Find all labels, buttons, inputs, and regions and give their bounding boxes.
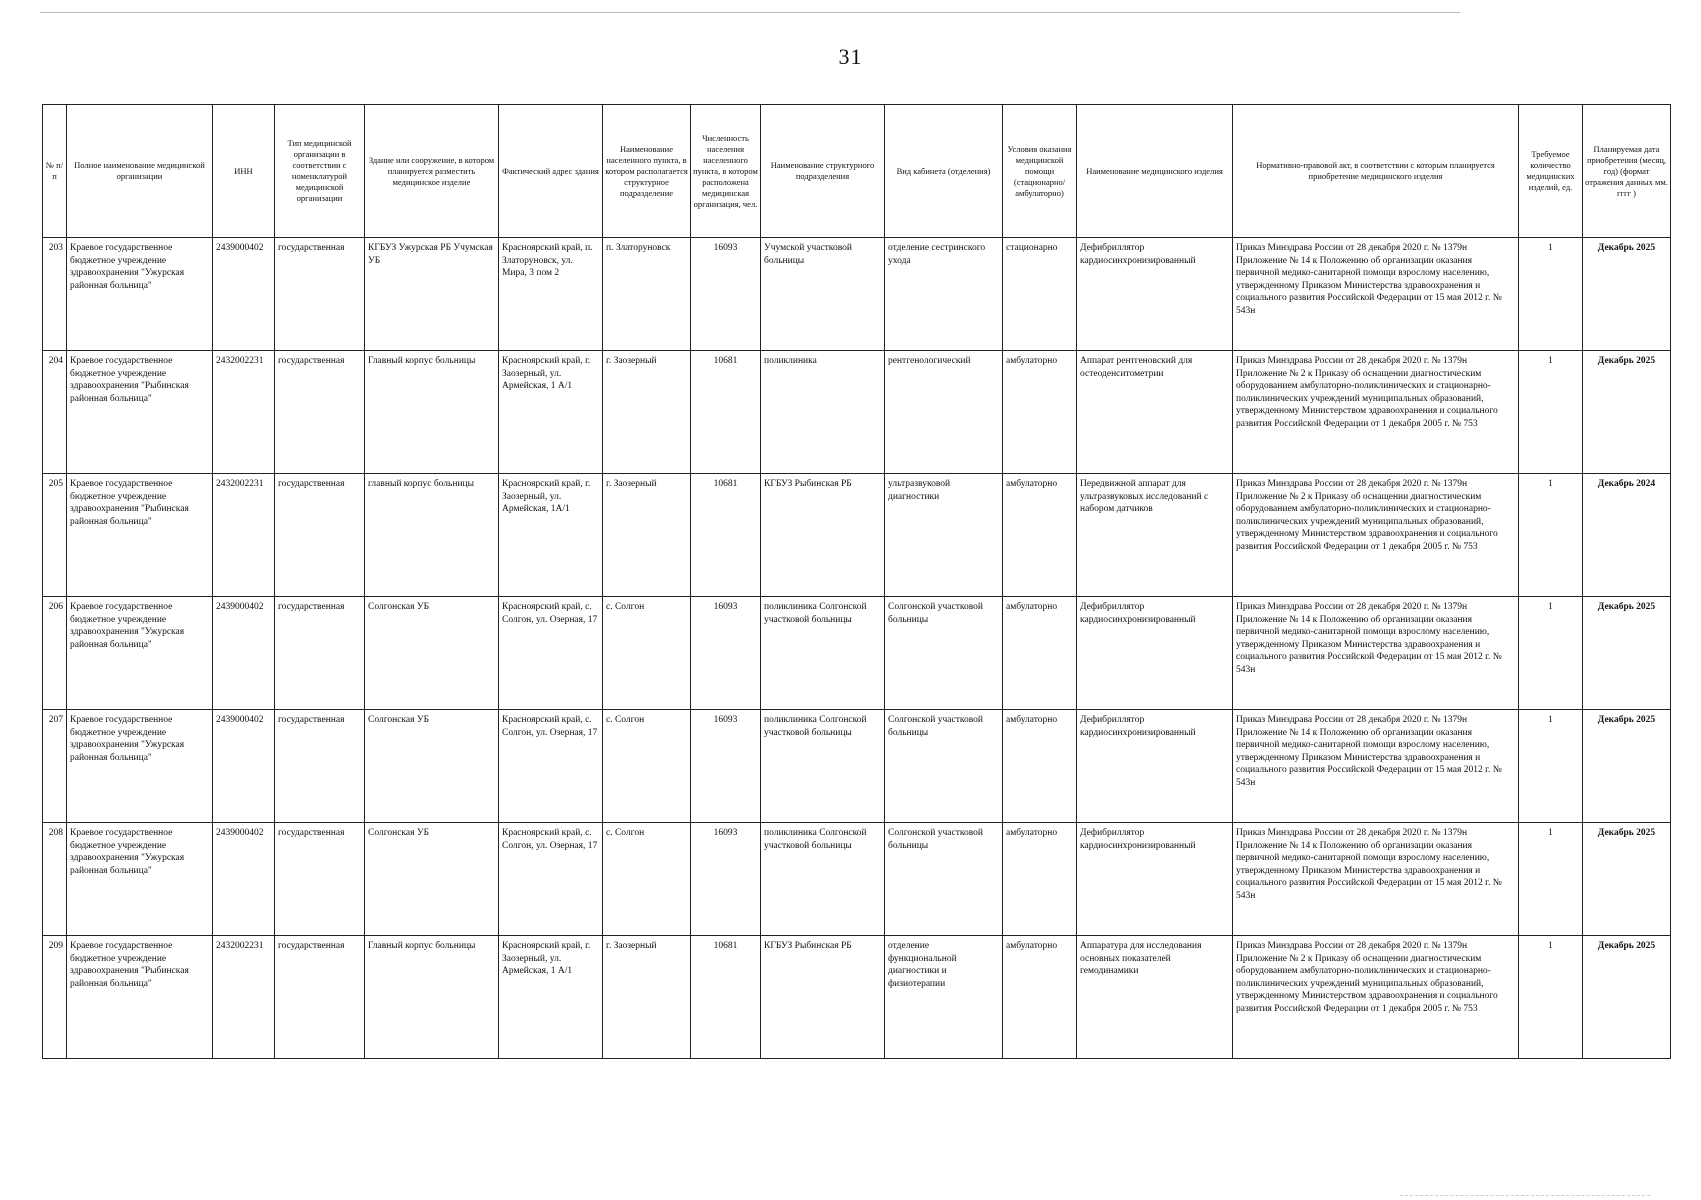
cell-quantity: 1 (1519, 238, 1583, 351)
cell-unit: поликлиника (761, 351, 885, 474)
cell-inn: 2432002231 (213, 474, 275, 597)
cell-org: Краевое государственное бюджетное учреждение здравоохранения "Ужурская районная больница" (67, 238, 213, 351)
cell-conditions: стационарно (1003, 238, 1077, 351)
cell-org: Краевое государственное бюджетное учреждение здравоохранения "Ужурская районная больница" (67, 823, 213, 936)
header-conditions: Условия оказания медицинской помощи (стационарно/ амбулаторно) (1003, 105, 1077, 238)
cell-org: Краевое государственное бюджетное учреждение здравоохранения "Рыбинская районная больница" (67, 474, 213, 597)
cell-org: Краевое государственное бюджетное учреждение здравоохранения "Рыбинская районная больница" (67, 936, 213, 1059)
cell-num: 209 (43, 936, 67, 1059)
cell-population: 16093 (691, 597, 761, 710)
cell-population: 16093 (691, 710, 761, 823)
cell-population: 10681 (691, 474, 761, 597)
cell-legal: Приказ Минздрава России от 28 декабря 2020 г. № 1379н Приложение № 2 к Приказу об оснащении диагностическим оборудованием амбулаторно-поликлинических и стационарно-поликлинических учреждений муниципальных образований, утвержденному Министерством здравоохранения и социального развития Российской Федерации от 1 декабря 2005 г. № 753 (1233, 474, 1519, 597)
cell-legal: Приказ Минздрава России от 28 декабря 2020 г. № 1379н Приложение № 14 к Положению об организации оказания первичной медико-санитарной помощи взрослому населению, утвержденному Приказом Министерства здравоохранения и социального развития Российской Федерации от 15 мая 2012 г. № 543н (1233, 710, 1519, 823)
cell-settlement: г. Заозерный (603, 474, 691, 597)
cell-conditions: амбулаторно (1003, 823, 1077, 936)
cell-address: Красноярский край, г. Заозерный, ул. Армейская, 1 А/1 (499, 936, 603, 1059)
cell-device: Дефибриллятор кардиосинхронизированный (1077, 597, 1233, 710)
header-type: Тип медицинской организации в соответствии с номенклатурой медицинской организации (275, 105, 365, 238)
cell-population: 10681 (691, 351, 761, 474)
cell-type: государственная (275, 351, 365, 474)
cell-legal: Приказ Минздрава России от 28 декабря 2020 г. № 1379н Приложение № 2 к Приказу об оснащении диагностическим оборудованием амбулаторно-поликлинических и стационарно-поликлинических учреждений муниципальных образований, утвержденному Министерством здравоохранения и социального развития Российской Федерации от 1 декабря 2005 г. № 753 (1233, 351, 1519, 474)
bottom-divider (1400, 1195, 1650, 1196)
cell-legal: Приказ Минздрава России от 28 декабря 2020 г. № 1379н Приложение № 14 к Положению об организации оказания первичной медико-санитарной помощи взрослому населению, утвержденному Приказом Министерства здравоохранения и социального развития Российской Федерации от 15 мая 2012 г. № 543н (1233, 823, 1519, 936)
cell-building: Солгонская УБ (365, 710, 499, 823)
header-org: Полное наименование медицинской организации (67, 105, 213, 238)
cell-inn: 2439000402 (213, 710, 275, 823)
table-row (43, 597, 1671, 710)
cell-org: Краевое государственное бюджетное учреждение здравоохранения "Ужурская районная больница" (67, 710, 213, 823)
cell-inn: 2432002231 (213, 351, 275, 474)
cell-type: государственная (275, 936, 365, 1059)
header-building: Здание или сооружение, в котором планируется разместить медицинское изделие (365, 105, 499, 238)
cell-device: Аппаратура для исследования основных показателей гемодинамики (1077, 936, 1233, 1059)
cell-date: Декабрь 2025 (1583, 351, 1671, 474)
cell-address: Красноярский край, г. Заозерный, ул. Армейская, 1А/1 (499, 474, 603, 597)
cell-legal: Приказ Минздрава России от 28 декабря 2020 г. № 1379н Приложение № 2 к Приказу об оснащении диагностическим оборудованием амбулаторно-поликлинических и стационарно-поликлинических учреждений муниципальных образований, утвержденному Министерством здравоохранения и социального развития Российской Федерации от 1 декабря 2005 г. № 753 (1233, 936, 1519, 1059)
cell-unit: поликлиника Солгонской участковой больницы (761, 710, 885, 823)
cell-settlement: г. Заозерный (603, 351, 691, 474)
cell-address: Красноярский край, с. Солгон, ул. Озерная, 17 (499, 823, 603, 936)
cell-address: Красноярский край, с. Солгон, ул. Озерная, 17 (499, 710, 603, 823)
equipment-table (42, 104, 1671, 1059)
cell-building: Главный корпус больницы (365, 351, 499, 474)
cell-inn: 2439000402 (213, 823, 275, 936)
top-divider (40, 12, 1460, 13)
header-date: Планируемая дата приобретения (месяц, год) (формат отражения данных мм. гггг ) (1583, 105, 1671, 238)
cell-num: 204 (43, 351, 67, 474)
cell-date: Декабрь 2025 (1583, 710, 1671, 823)
cell-cabinet: Солгонской участковой больницы (885, 823, 1003, 936)
cell-device: Аппарат рентгеновский для остеоденситометрии (1077, 351, 1233, 474)
cell-num: 203 (43, 238, 67, 351)
cell-date: Декабрь 2025 (1583, 823, 1671, 936)
table-header-row (43, 105, 1671, 238)
cell-quantity: 1 (1519, 936, 1583, 1059)
cell-unit: КГБУЗ Рыбинская РБ (761, 936, 885, 1059)
table-row (43, 351, 1671, 474)
cell-num: 208 (43, 823, 67, 936)
cell-building: Солгонская УБ (365, 597, 499, 710)
cell-legal: Приказ Минздрава России от 28 декабря 2020 г. № 1379н Приложение № 14 к Положению об организации оказания первичной медико-санитарной помощи взрослому населению, утвержденному Приказом Министерства здравоохранения и социального развития Российской Федерации от 15 мая 2012 г. № 543н (1233, 597, 1519, 710)
header-inn: ИНН (213, 105, 275, 238)
table-row (43, 710, 1671, 823)
cell-legal: Приказ Минздрава России от 28 декабря 2020 г. № 1379н Приложение № 14 к Положению об организации оказания первичной медико-санитарной помощи взрослому населению, утвержденному Приказом Министерства здравоохранения и социального развития Российской Федерации от 15 мая 2012 г. № 543н (1233, 238, 1519, 351)
header-device: Наименование медицинского изделия (1077, 105, 1233, 238)
cell-type: государственная (275, 474, 365, 597)
cell-settlement: п. Златоруновск (603, 238, 691, 351)
cell-conditions: амбулаторно (1003, 474, 1077, 597)
cell-building: КГБУЗ Ужурская РБ Учумская УБ (365, 238, 499, 351)
header-quantity: Требуемое количество медицинских изделий, ед. (1519, 105, 1583, 238)
cell-settlement: с. Солгон (603, 597, 691, 710)
cell-unit: поликлиника Солгонской участковой больницы (761, 823, 885, 936)
cell-unit: поликлиника Солгонской участковой больницы (761, 597, 885, 710)
cell-date: Декабрь 2025 (1583, 597, 1671, 710)
cell-quantity: 1 (1519, 351, 1583, 474)
cell-cabinet: рентгенологический (885, 351, 1003, 474)
cell-num: 206 (43, 597, 67, 710)
cell-cabinet: ультразвуковой диагностики (885, 474, 1003, 597)
cell-building: главный корпус больницы (365, 474, 499, 597)
cell-num: 207 (43, 710, 67, 823)
cell-unit: Учумской участковой больницы (761, 238, 885, 351)
cell-org: Краевое государственное бюджетное учреждение здравоохранения "Рыбинская районная больница" (67, 351, 213, 474)
cell-address: Красноярский край, с. Солгон, ул. Озерная, 17 (499, 597, 603, 710)
cell-quantity: 1 (1519, 474, 1583, 597)
cell-conditions: амбулаторно (1003, 936, 1077, 1059)
cell-quantity: 1 (1519, 823, 1583, 936)
cell-unit: КГБУЗ Рыбинская РБ (761, 474, 885, 597)
header-num: № п/п (43, 105, 67, 238)
cell-building: Солгонская УБ (365, 823, 499, 936)
cell-settlement: с. Солгон (603, 823, 691, 936)
cell-settlement: с. Солгон (603, 710, 691, 823)
cell-num: 205 (43, 474, 67, 597)
cell-population: 16093 (691, 823, 761, 936)
cell-population: 10681 (691, 936, 761, 1059)
table-row (43, 474, 1671, 597)
cell-conditions: амбулаторно (1003, 710, 1077, 823)
cell-inn: 2439000402 (213, 597, 275, 710)
cell-settlement: г. Заозерный (603, 936, 691, 1059)
cell-inn: 2432002231 (213, 936, 275, 1059)
cell-quantity: 1 (1519, 710, 1583, 823)
page-number: 31 (838, 44, 863, 69)
cell-device: Дефибриллятор кардиосинхронизированный (1077, 823, 1233, 936)
cell-cabinet: отделение сестринского ухода (885, 238, 1003, 351)
cell-type: государственная (275, 597, 365, 710)
table-row (43, 238, 1671, 351)
cell-quantity: 1 (1519, 597, 1583, 710)
table-row (43, 823, 1671, 936)
cell-type: государственная (275, 823, 365, 936)
cell-date: Декабрь 2025 (1583, 936, 1671, 1059)
cell-cabinet: отделение функциональной диагностики и физиотерапии (885, 936, 1003, 1059)
cell-type: государственная (275, 710, 365, 823)
cell-device: Дефибриллятор кардиосинхронизированный (1077, 238, 1233, 351)
cell-conditions: амбулаторно (1003, 597, 1077, 710)
cell-building: Главный корпус больницы (365, 936, 499, 1059)
cell-conditions: амбулаторно (1003, 351, 1077, 474)
cell-cabinet: Солгонской участковой больницы (885, 597, 1003, 710)
header-legal: Нормативно-правовой акт, в соответствии с которым планируется приобретение медицинского изделия (1233, 105, 1519, 238)
cell-population: 16093 (691, 238, 761, 351)
cell-address: Красноярский край, п. Златоруновск, ул. Мира, 3 пом 2 (499, 238, 603, 351)
header-cabinet: Вид кабинета (отделения) (885, 105, 1003, 238)
cell-inn: 2439000402 (213, 238, 275, 351)
cell-address: Красноярский край, г. Заозерный, ул. Армейская, 1 А/1 (499, 351, 603, 474)
cell-date: Декабрь 2024 (1583, 474, 1671, 597)
cell-date: Декабрь 2025 (1583, 238, 1671, 351)
header-population: Численность населения населенного пункта, в котором расположена медицинская организация, чел. (691, 105, 761, 238)
header-settlement: Наименование населенного пункта, в котором располагается структурное подразделение (603, 105, 691, 238)
cell-cabinet: Солгонской участковой больницы (885, 710, 1003, 823)
cell-device: Дефибриллятор кардиосинхронизированный (1077, 710, 1233, 823)
table-row (43, 936, 1671, 1059)
cell-device: Передвижной аппарат для ультразвуковых исследований с набором датчиков (1077, 474, 1233, 597)
header-unit: Наименование структурного подразделения (761, 105, 885, 238)
cell-org: Краевое государственное бюджетное учреждение здравоохранения "Ужурская районная больница" (67, 597, 213, 710)
header-address: Фактический адрес здания (499, 105, 603, 238)
cell-type: государственная (275, 238, 365, 351)
